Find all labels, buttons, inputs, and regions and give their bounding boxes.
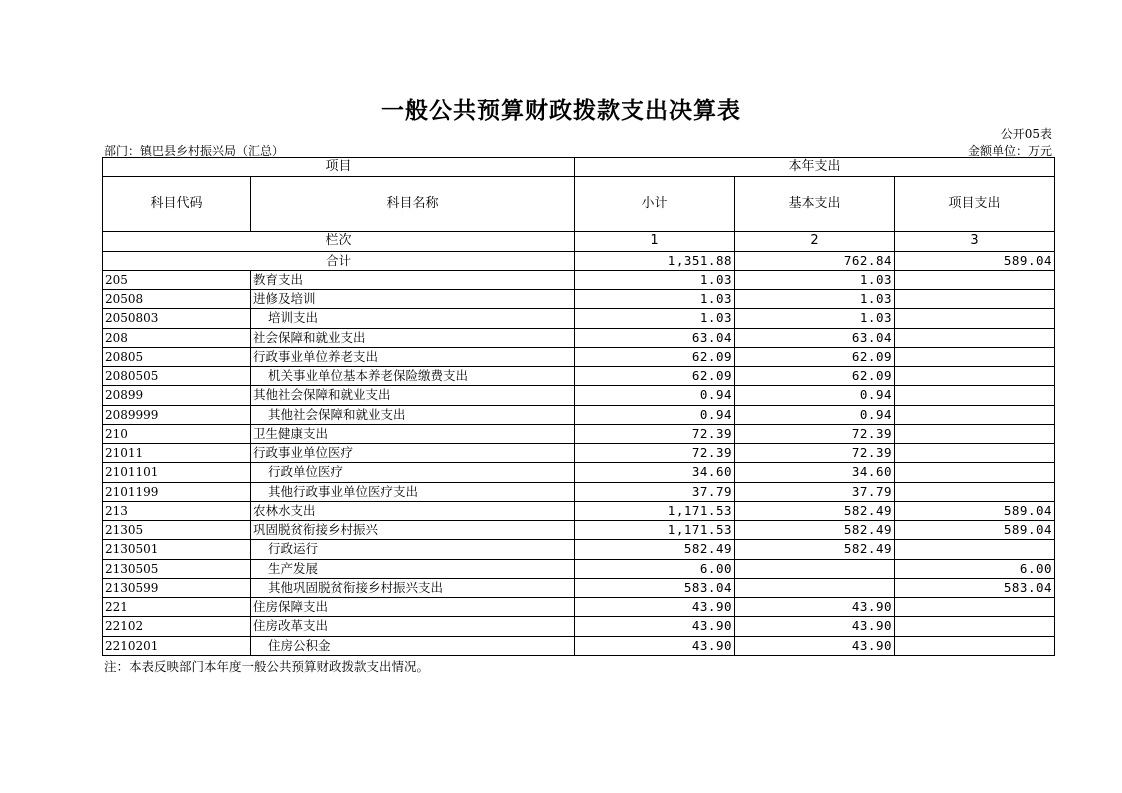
row-basic (735, 578, 895, 597)
header-subtotal: 小计 (575, 177, 735, 232)
row-code: 2130599 (103, 578, 251, 597)
row-subtotal: 37.79 (575, 482, 735, 501)
row-project (895, 290, 1055, 309)
row-code: 2101101 (103, 463, 251, 482)
row-name: 住房保障支出 (251, 598, 575, 617)
column-no-3: 3 (895, 232, 1055, 251)
row-subtotal: 1,171.53 (575, 521, 735, 540)
table-row (103, 559, 1055, 578)
row-code: 20805 (103, 347, 251, 366)
row-name: 教育支出 (251, 270, 575, 289)
row-basic: 62.09 (735, 367, 895, 386)
row-project (895, 482, 1055, 501)
row-basic: 1.03 (735, 309, 895, 328)
row-name: 其他社会保障和就业支出 (251, 386, 575, 405)
row-project: 589.04 (895, 521, 1055, 540)
row-name: 机关事业单位基本养老保险缴费支出 (251, 367, 575, 386)
row-subtotal: 0.94 (575, 386, 735, 405)
row-basic: 43.90 (735, 636, 895, 655)
row-basic: 0.94 (735, 386, 895, 405)
row-project: 6.00 (895, 559, 1055, 578)
total-label: 合计 (103, 251, 575, 270)
row-project (895, 424, 1055, 443)
row-code: 2050803 (103, 309, 251, 328)
row-basic: 37.79 (735, 482, 895, 501)
row-basic: 34.60 (735, 463, 895, 482)
row-project (895, 270, 1055, 289)
row-code: 20899 (103, 386, 251, 405)
row-project (895, 386, 1055, 405)
row-subtotal: 43.90 (575, 617, 735, 636)
table-row (103, 578, 1055, 597)
row-project (895, 367, 1055, 386)
row-project (895, 540, 1055, 559)
table-row (103, 636, 1055, 655)
row-basic: 72.39 (735, 444, 895, 463)
row-name: 巩固脱贫衔接乡村振兴 (251, 521, 575, 540)
row-basic: 1.03 (735, 290, 895, 309)
row-subtotal: 1,171.53 (575, 501, 735, 520)
header-name: 科目名称 (251, 177, 575, 232)
table-row (103, 367, 1055, 386)
row-code: 221 (103, 598, 251, 617)
row-code: 210 (103, 424, 251, 443)
row-code: 21305 (103, 521, 251, 540)
table-row (103, 270, 1055, 289)
row-project: 589.04 (895, 501, 1055, 520)
row-name: 住房公积金 (251, 636, 575, 655)
header-row-top (103, 158, 1055, 177)
row-project (895, 617, 1055, 636)
row-code: 2130501 (103, 540, 251, 559)
row-code: 2089999 (103, 405, 251, 424)
department-label: 部门：镇巴县乡村振兴局（汇总） (104, 144, 285, 158)
row-name: 社会保障和就业支出 (251, 328, 575, 347)
table-row (103, 482, 1055, 501)
header-project: 项目支出 (895, 177, 1055, 232)
row-basic (735, 559, 895, 578)
table-row (103, 405, 1055, 424)
row-name: 行政单位医疗 (251, 463, 575, 482)
form-number: 公开05表 (1000, 127, 1052, 141)
table-row (103, 328, 1055, 347)
expenditure-table (102, 157, 1055, 656)
footnote: 注：本表反映部门本年度一般公共预算财政拨款支出情况。 (104, 659, 430, 674)
row-project (895, 463, 1055, 482)
header-annual-expense: 本年支出 (575, 158, 1055, 177)
table-row (103, 309, 1055, 328)
header-basic: 基本支出 (735, 177, 895, 232)
row-code: 2101199 (103, 482, 251, 501)
currency-unit-label: 金额单位：万元 (967, 144, 1052, 158)
table-row (103, 444, 1055, 463)
column-number-row (103, 232, 1055, 251)
row-basic: 0.94 (735, 405, 895, 424)
row-subtotal: 583.04 (575, 578, 735, 597)
row-subtotal: 62.09 (575, 367, 735, 386)
row-code: 2080505 (103, 367, 251, 386)
row-subtotal: 0.94 (575, 405, 735, 424)
row-subtotal: 1.03 (575, 270, 735, 289)
table-row (103, 598, 1055, 617)
table-row (103, 617, 1055, 636)
column-no-1: 1 (575, 232, 735, 251)
row-code: 21011 (103, 444, 251, 463)
row-basic: 63.04 (735, 328, 895, 347)
row-subtotal: 6.00 (575, 559, 735, 578)
row-subtotal: 1.03 (575, 309, 735, 328)
row-code: 205 (103, 270, 251, 289)
row-subtotal: 72.39 (575, 444, 735, 463)
table-row (103, 424, 1055, 443)
row-subtotal: 582.49 (575, 540, 735, 559)
row-project (895, 444, 1055, 463)
table-row (103, 347, 1055, 366)
page-title: 一般公共预算财政拨款支出决算表 (381, 97, 741, 124)
row-subtotal: 1.03 (575, 290, 735, 309)
row-name: 生产发展 (251, 559, 575, 578)
row-name: 卫生健康支出 (251, 424, 575, 443)
row-subtotal: 43.90 (575, 598, 735, 617)
total-project: 589.04 (895, 251, 1055, 270)
row-code: 22102 (103, 617, 251, 636)
row-name: 进修及培训 (251, 290, 575, 309)
table-row (103, 463, 1055, 482)
row-basic: 72.39 (735, 424, 895, 443)
row-project (895, 347, 1055, 366)
row-basic: 43.90 (735, 617, 895, 636)
row-basic: 43.90 (735, 598, 895, 617)
header-item: 项目 (103, 158, 575, 177)
row-basic: 62.09 (735, 347, 895, 366)
row-project (895, 328, 1055, 347)
row-code: 20508 (103, 290, 251, 309)
row-name: 其他社会保障和就业支出 (251, 405, 575, 424)
column-no-label: 栏次 (103, 232, 575, 251)
row-code: 213 (103, 501, 251, 520)
row-name: 住房改革支出 (251, 617, 575, 636)
row-project (895, 636, 1055, 655)
row-basic: 582.49 (735, 521, 895, 540)
row-name: 培训支出 (251, 309, 575, 328)
total-row (103, 251, 1055, 270)
row-code: 208 (103, 328, 251, 347)
row-name: 行政事业单位养老支出 (251, 347, 575, 366)
row-name: 农林水支出 (251, 501, 575, 520)
row-subtotal: 43.90 (575, 636, 735, 655)
column-no-2: 2 (735, 232, 895, 251)
row-name: 其他行政事业单位医疗支出 (251, 482, 575, 501)
table-row (103, 386, 1055, 405)
row-code: 2210201 (103, 636, 251, 655)
total-subtotal: 1,351.88 (575, 251, 735, 270)
row-basic: 582.49 (735, 501, 895, 520)
row-project (895, 405, 1055, 424)
row-name: 其他巩固脱贫衔接乡村振兴支出 (251, 578, 575, 597)
row-subtotal: 62.09 (575, 347, 735, 366)
row-subtotal: 63.04 (575, 328, 735, 347)
header-code: 科目代码 (103, 177, 251, 232)
row-subtotal: 34.60 (575, 463, 735, 482)
row-project (895, 598, 1055, 617)
row-name: 行政运行 (251, 540, 575, 559)
header-row-columns (103, 177, 1055, 232)
table-row (103, 540, 1055, 559)
table-row (103, 290, 1055, 309)
row-basic: 1.03 (735, 270, 895, 289)
table-row (103, 521, 1055, 540)
total-basic: 762.84 (735, 251, 895, 270)
row-name: 行政事业单位医疗 (251, 444, 575, 463)
row-code: 2130505 (103, 559, 251, 578)
row-project: 583.04 (895, 578, 1055, 597)
row-subtotal: 72.39 (575, 424, 735, 443)
row-project (895, 309, 1055, 328)
row-basic: 582.49 (735, 540, 895, 559)
table-row (103, 501, 1055, 520)
